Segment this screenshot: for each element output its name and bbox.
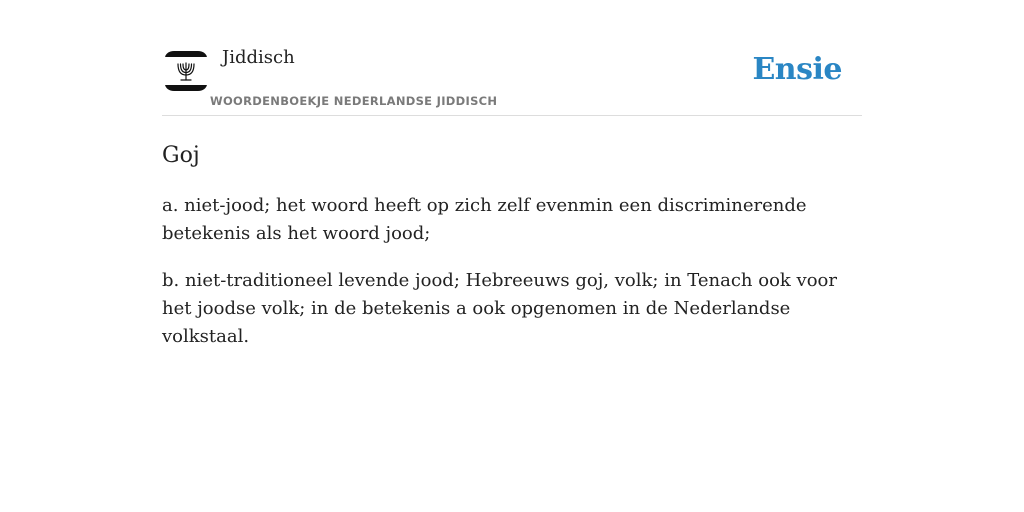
entry-headword: Goj [162,143,200,168]
ensie-brand-link[interactable]: Ensie [752,52,842,87]
definition-a: a. niet-jood; het woord heeft op zich zelf evenmin een discriminerende betekenis als het woord jood; [162,195,807,244]
dictionary-card [162,40,862,351]
dictionary-header [162,40,862,116]
dictionary-subtitle: WOORDENBOEKJE NEDERLANDSE JIDDISCH [210,94,498,108]
menorah-icon [165,51,207,91]
dictionary-title-link[interactable]: Jiddisch [222,47,295,68]
definition-b: b. niet-traditioneel levende jood; Hebreeuws goj, volk; in Tenach ook voor het joodse volk; in de betekenis a ook opgenomen in de Nederlandse volkstaal. [162,270,837,347]
